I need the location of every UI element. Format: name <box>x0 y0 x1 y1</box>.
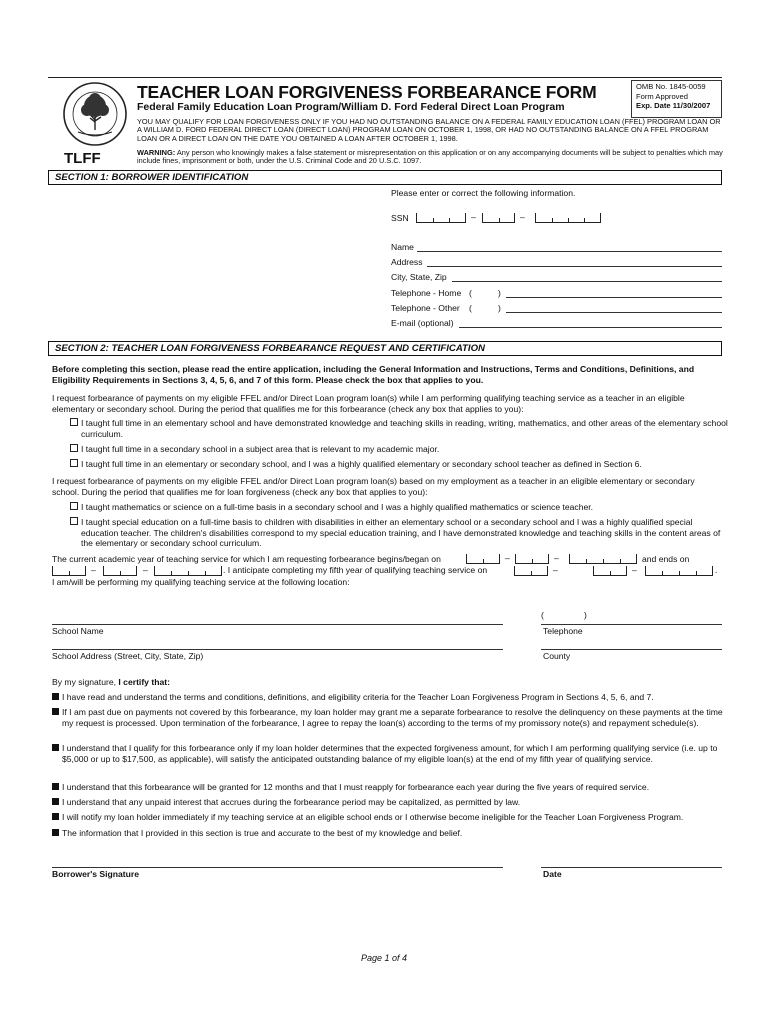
ssn-dash: – <box>471 212 476 222</box>
fifth-date-month[interactable] <box>514 566 548 576</box>
option-highly-qualified <box>70 459 720 470</box>
section2-header: SECTION 2: TEACHER LOAN FORGIVENESS FORBEARANCE REQUEST AND CERTIFICATION <box>48 341 722 356</box>
department-seal-logo <box>52 80 138 148</box>
school-telephone-label: Telephone <box>543 626 583 636</box>
option-highly-qualified-checkbox[interactable] <box>70 459 78 467</box>
cert-item <box>52 797 730 808</box>
bullet-icon <box>52 708 59 715</box>
omb-approved: Form Approved <box>636 91 688 101</box>
end-date-month[interactable] <box>52 566 86 576</box>
omb-number: OMB No. 1845-0059 <box>636 82 706 91</box>
warning-block <box>137 149 724 166</box>
county-field[interactable] <box>541 649 722 650</box>
address-label: Address <box>391 257 423 267</box>
school-telephone-paren-close: ) <box>584 610 587 620</box>
option-math-science-checkbox[interactable] <box>70 502 78 510</box>
cert-item <box>52 707 730 728</box>
ssn-field-part1[interactable] <box>416 213 466 223</box>
school-address-field[interactable] <box>52 649 503 650</box>
ends-on-label: and ends on <box>642 554 690 564</box>
address-field[interactable] <box>427 266 722 267</box>
fifth-date-day[interactable] <box>593 566 627 576</box>
warning-label: WARNING: <box>137 148 176 157</box>
certify-intro-text: By my signature, <box>52 677 116 687</box>
begin-date-month[interactable] <box>466 554 500 564</box>
telephone-other-label: Telephone - Other <box>391 303 460 313</box>
county-label: County <box>543 651 571 661</box>
form-title: TEACHER LOAN FORGIVENESS FORBEARANCE FORM <box>137 82 597 102</box>
telephone-home-field[interactable] <box>506 297 722 298</box>
section2-intro: Before completing this section, please read the entire application, including the General Information and Instructions, Terms and Conditions, Definitions, and Eligibility Requirements in Sections 3, 4, 5, 6, and 7 of this form. Please check the box that applies to you. <box>52 364 695 385</box>
telephone-home-paren-close: ) <box>498 288 501 298</box>
end-dash-2: – <box>143 565 148 575</box>
omb-box <box>631 80 722 118</box>
date-field[interactable] <box>541 867 722 868</box>
school-telephone-paren-open: ( <box>541 610 544 620</box>
telephone-other-paren-open: ( <box>469 303 472 313</box>
school-name-field[interactable] <box>52 624 503 625</box>
telephone-home-label: Telephone - Home <box>391 288 462 298</box>
ssn-field-part3[interactable] <box>535 213 601 223</box>
end-date-day[interactable] <box>103 566 137 576</box>
qualify-note: YOU MAY QUALIFY FOR LOAN FORGIVENESS ONLY IF YOU HAD NO OUTSTANDING BALANCE ON A FEDERAL FAMILY EDUCATION LOAN (FFEL) PROGRAM LOAN OR A WILLIAM D. FORD FEDERAL DIRECT LOAN (DIRECT LOAN) PROGRAM LOAN ON OCTOBER 1, 1998, OR HAD NO OUTSTANDING BALANCE ON A FFEL PROGRAM LOAN OR A DIRECT LOAN ON THE DATE YOU OBTAINED A LOAN AFTER OCTOBER 1, 1998. <box>137 117 721 143</box>
begin-date-day[interactable] <box>515 554 549 564</box>
fifth-year-text: . I anticipate completing my fifth year of qualifying teaching service on <box>223 565 488 575</box>
option-special-education-text: I taught special education on a full-time basis to children with disabilities in either an elementary school or a secondary school and I was a highly qualified special education teacher. The children's disabilities correspond to my special education training, and I have demonstrated knowledge and teaching skills in the content areas of the elementary or secondary school curriculum. <box>81 517 721 548</box>
fifth-date-year[interactable] <box>645 566 713 576</box>
city-state-zip-field[interactable] <box>452 281 722 282</box>
school-address-label: School Address (Street, City, State, Zip) <box>52 651 204 661</box>
cert-item <box>52 782 730 793</box>
name-label: Name <box>391 242 414 252</box>
section1-header: SECTION 1: BORROWER IDENTIFICATION <box>48 170 722 185</box>
signature-field[interactable] <box>52 867 503 868</box>
option-elementary <box>70 418 731 439</box>
page-number: Page 1 of 4 <box>360 953 408 963</box>
warning-text: Any person who knowingly makes a false statement or misrepresentation on this application or on any accompanying documents will be subject to penalties which may include fines, imprisonment or both, under the U.S. Criminal Code and 20 U.S.C. 1097. <box>137 148 723 166</box>
cert-item-text: I will notify my loan holder immediately if my teaching service at an eligible school ends or I otherwise become ineligible for the Teacher Loan Forgiveness Program. <box>62 812 684 822</box>
request-paragraph-1: I request forbearance of payments on my eligible FFEL and/or Direct Loan program loan(s) while I am performing qualifying teaching service as a teacher in an eligible elementary or secondary school. During the period that qualifies me for this forbearance (check any box that applies to you): <box>52 393 685 414</box>
telephone-home-paren-open: ( <box>469 288 472 298</box>
option-elementary-checkbox[interactable] <box>70 418 78 426</box>
location-text: I am/will be performing my qualifying teaching service at the following location: <box>52 577 350 587</box>
bullet-icon <box>52 693 59 700</box>
bullet-icon <box>52 813 59 820</box>
cert-item-text: If I am past due on payments not covered by this forbearance, my loan holder may grant me a separate forbearance to resolve the delinquency on these payments at the time my request is processed. Upon termination of the forbearance, I agree to repay the loan(s) according to the terms of my promissory note(s) and repayment schedule(s). <box>62 707 723 728</box>
name-field[interactable] <box>417 251 722 252</box>
option-secondary-checkbox[interactable] <box>70 444 78 452</box>
signature-label: Borrower's Signature <box>52 869 140 879</box>
telephone-other-paren-close: ) <box>498 303 501 313</box>
bullet-icon <box>52 798 59 805</box>
cert-item-text: I understand that I qualify for this forbearance only if my loan holder determines that the expected forgiveness amount, for which I am performing qualifying service (i.e. up to $5,000 or up to $17,500, as applicable), will satisfy the anticipated outstanding balance of my eligible loan(s) at the end of my fifth year of qualifying service. <box>62 743 718 764</box>
begin-dash-1: – <box>505 553 510 563</box>
section1-instruction: Please enter or correct the following information. <box>391 188 576 198</box>
certify-intro-bold: I certify that: <box>118 677 170 687</box>
telephone-other-field[interactable] <box>506 312 722 313</box>
cert-item <box>52 828 730 839</box>
end-date-year[interactable] <box>154 566 222 576</box>
city-state-zip-label: City, State, Zip <box>391 272 447 282</box>
option-math-science-text: I taught mathematics or science on a full-time basis in a secondary school and I was a highly qualified mathematics or science teacher. <box>81 502 594 512</box>
school-name-label: School Name <box>52 626 104 636</box>
fifth-period: . <box>715 565 718 575</box>
bullet-icon <box>52 829 59 836</box>
fifth-dash-1: – <box>553 565 558 575</box>
form-subtitle: Federal Family Education Loan Program/William D. Ford Federal Direct Loan Program <box>137 101 565 113</box>
cert-item-text: I have read and understand the terms and conditions, definitions, and eligibility criteria for the Teacher Loan Forgiveness Program in Sections 4, 5, 6, and 7. <box>62 692 654 702</box>
cert-item-text: The information that I provided in this section is true and accurate to the best of my knowledge and belief. <box>62 828 463 838</box>
year-text: The current academic year of teaching service for which I am requesting forbearance begins/began on <box>52 554 441 564</box>
bullet-icon <box>52 744 59 751</box>
email-label: E-mail (optional) <box>391 318 454 328</box>
cert-item-text: I understand that this forbearance will be granted for 12 months and that I must reapply for forbearance each year during the five years of required service. <box>62 782 650 792</box>
ssn-dash-2: – <box>520 212 525 222</box>
form-code: TLFF <box>64 150 101 167</box>
option-math-science <box>70 502 720 513</box>
cert-item <box>52 743 730 764</box>
ssn-field-part2[interactable] <box>482 213 515 223</box>
end-dash-1: – <box>91 565 96 575</box>
school-telephone-field[interactable] <box>541 624 722 625</box>
header-rule <box>48 77 722 78</box>
bullet-icon <box>52 783 59 790</box>
begin-dash-2: – <box>554 553 559 563</box>
date-label: Date <box>543 869 562 879</box>
email-field[interactable] <box>459 327 722 328</box>
cert-item <box>52 692 730 703</box>
certify-intro <box>52 677 170 688</box>
cert-item <box>52 812 730 823</box>
option-special-education-checkbox[interactable] <box>70 517 78 525</box>
option-secondary-text: I taught full time in a secondary school in a subject area that is relevant to my academic major. <box>81 444 440 454</box>
begin-date-year[interactable] <box>569 554 637 564</box>
option-secondary <box>70 444 720 455</box>
fifth-dash-2: – <box>632 565 637 575</box>
cert-item-text: I understand that any unpaid interest that accrues during the forbearance period may be capitalized, as permitted by law. <box>62 797 521 807</box>
option-highly-qualified-text: I taught full time in an elementary or secondary school, and I was a highly qualified elementary or secondary school teacher as defined in Section 6. <box>81 459 642 469</box>
option-special-education <box>70 517 731 549</box>
request-paragraph-2: I request forbearance of payments on my eligible FFEL and/or Direct Loan program loan(s) based on my employment as a teacher in an eligible elementary or secondary school. During the period that qualifies me for loan forgiveness (check any box that applies to you): <box>52 476 695 497</box>
option-elementary-text: I taught full time in an elementary school and have demonstrated knowledge and teaching skills in reading, writing, mathematics, and other areas of the elementary school curriculum. <box>81 418 728 439</box>
ssn-label: SSN <box>391 213 409 223</box>
omb-exp-date: Exp. Date 11/30/2007 <box>636 101 711 110</box>
